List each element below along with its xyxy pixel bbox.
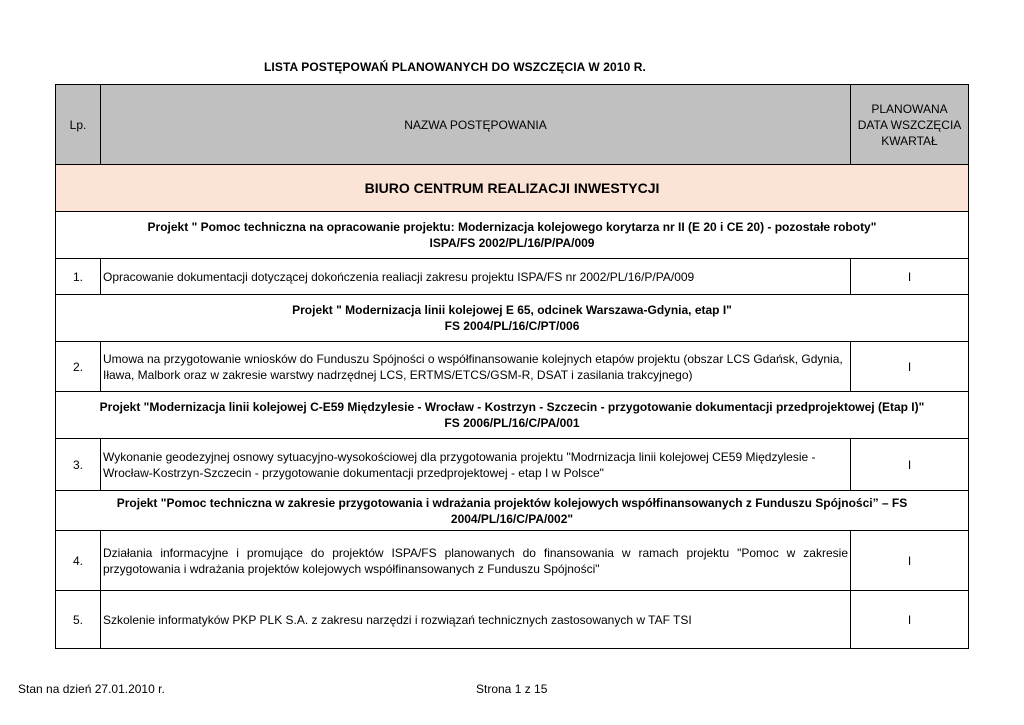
row-lp: 1. xyxy=(56,259,101,295)
project-title-line2: FS 2006/PL/16/C/PA/001 xyxy=(444,416,580,430)
table-row xyxy=(56,259,969,295)
row-lp: 2. xyxy=(56,342,101,392)
row-name: Działania informacyjne i promujące do projektów ISPA/FS planowanych do finansowania w ramach projektu "Pomoc w zakresie przygotowania i wdrażania projektów kolejowych współfinansowanych z Funduszu Spójności" xyxy=(101,531,851,591)
project-title-line2: ISPA/FS 2002/PL/16/P/PA/009 xyxy=(429,236,595,250)
row-quarter: I xyxy=(851,591,969,649)
table-row xyxy=(56,531,969,591)
row-name: Szkolenie informatyków PKP PLK S.A. z zakresu narzędzi i rozwiązań technicznych zastosowanych w TAF TSI xyxy=(101,591,851,649)
header-date-line2: DATA WSZCZĘCIA xyxy=(857,117,962,132)
section-row xyxy=(56,165,969,212)
header-lp: Lp. xyxy=(56,85,101,165)
project-row xyxy=(56,212,969,259)
row-lp: 4. xyxy=(56,531,101,591)
project-title-line1: Projekt "Modernizacja linii kolejowej C-E59 Międzylesie - Wrocław - Kostrzyn - Szczecin - przygotowanie dokumentacji przedprojektowej (Etap I)" xyxy=(99,400,925,414)
project-row xyxy=(56,295,969,342)
header-name: NAZWA POSTĘPOWANIA xyxy=(101,85,851,165)
row-quarter: I xyxy=(851,342,969,392)
section-title: BIURO CENTRUM REALIZACJI INWESTYCJI xyxy=(56,165,969,212)
row-name: Opracowanie dokumentacji dotyczącej dokończenia realiacji zakresu projektu ISPA/FS nr 2002/PL/16/P/PA/009 xyxy=(101,259,851,295)
project-title-line2: 2004/PL/16/C/PA/002" xyxy=(450,511,574,526)
project-title-line1: Projekt " Pomoc techniczna na opracowanie projektu: Modernizacja kolejowego korytarza nr II (E 20 i CE 20) - pozostałe roboty" xyxy=(147,220,877,234)
row-quarter: I xyxy=(851,439,969,491)
row-name: Wykonanie geodezyjnej osnowy sytuacyjno-wysokościowej dla przygotowania projektu "Modrnizacja linii kolejowej CE59 Międzylesie - Wrocław-Kostrzyn-Szczecin - przygotowanie dokumentacji przedprojektowej - etap I w Polsce" xyxy=(101,439,851,491)
footer-date: Stan na dzień 27.01.2010 r. xyxy=(18,682,165,696)
footer-page-number: Strona 1 z 15 xyxy=(476,682,548,696)
project-row xyxy=(56,491,969,531)
table-row xyxy=(56,439,969,491)
procedures-table xyxy=(55,84,969,649)
project-title-line2: FS 2004/PL/16/C/PT/006 xyxy=(444,319,580,333)
table-header-row xyxy=(56,85,969,165)
project-row xyxy=(56,392,969,439)
project-title xyxy=(56,392,969,439)
header-date-line1: PLANOWANA xyxy=(871,101,948,116)
row-lp: 3. xyxy=(56,439,101,491)
row-name: Umowa na przygotowanie wniosków do Funduszu Spójności o współfinansowanie kolejnych etapów projektu (obszar LCS Gdańsk, Gdynia, Iława, Malbork oraz w zakresie warstwy nadrzędnej LCS, ERTMS/ETCS/GSM-R, DSAT i zasilania trakcyjnego) xyxy=(101,342,851,392)
document-title: LISTA POSTĘPOWAŃ PLANOWANYCH DO WSZCZĘCIA W 2010 R. xyxy=(263,60,646,74)
header-planned-date xyxy=(851,85,969,165)
row-quarter: I xyxy=(851,259,969,295)
project-title-line1: Projekt "Pomoc techniczna w zakresie przygotowania i wdrażania projektów kolejowych współfinansowanych z Funduszu Spójności” – FS xyxy=(116,495,908,510)
table-row xyxy=(56,342,969,392)
project-title xyxy=(56,212,969,259)
header-date-line3: KWARTAŁ xyxy=(881,133,938,148)
row-lp: 5. xyxy=(56,591,101,649)
row-quarter: I xyxy=(851,531,969,591)
table-row xyxy=(56,591,969,649)
project-title-line1: Projekt " Modernizacja linii kolejowej E 65, odcinek Warszawa-Gdynia, etap I" xyxy=(292,303,732,317)
project-title xyxy=(56,491,969,531)
project-title xyxy=(56,295,969,342)
